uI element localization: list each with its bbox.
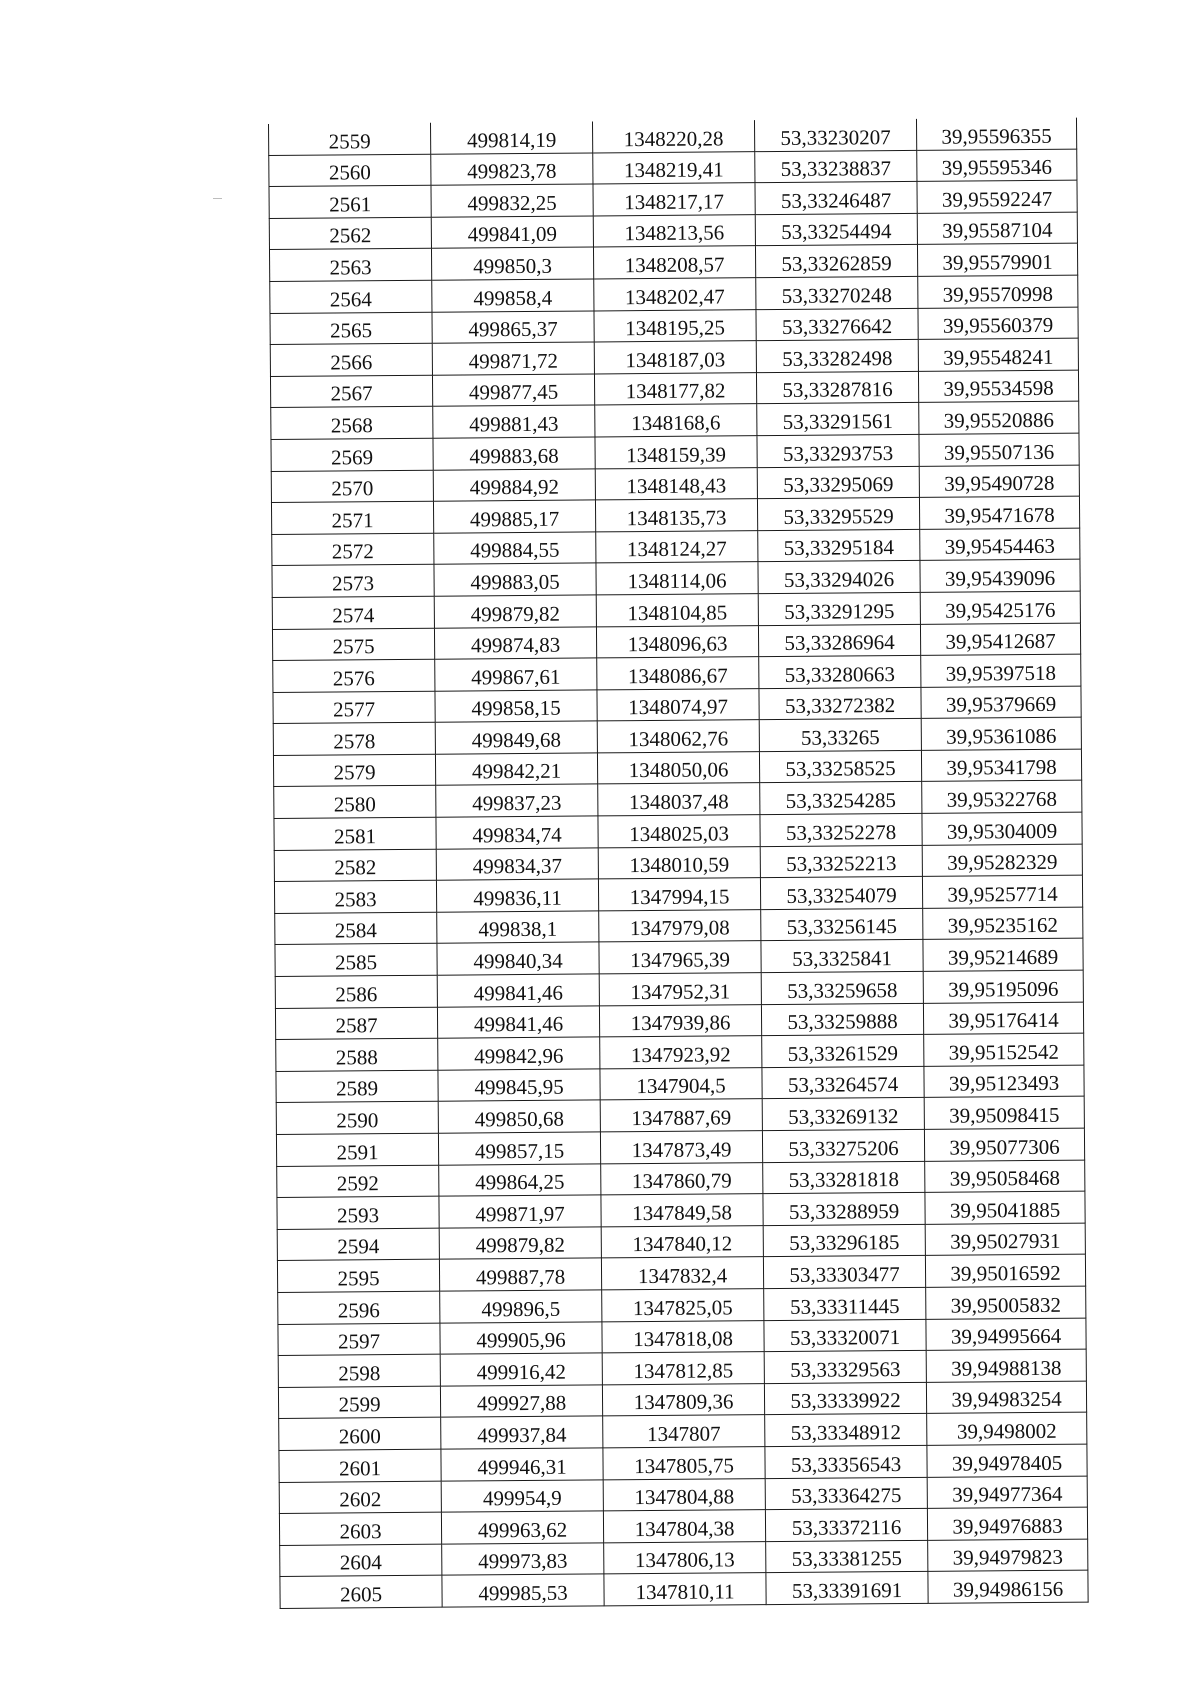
y-coordinate-cell: 1348074,97 bbox=[597, 688, 759, 721]
longitude-cell: 39,95412687 bbox=[920, 623, 1080, 656]
latitude-cell: 53,33265 bbox=[759, 719, 921, 752]
x-coordinate-cell: 499877,45 bbox=[432, 374, 594, 407]
latitude-cell: 53,33381255 bbox=[766, 1540, 928, 1573]
point-number-cell: 2569 bbox=[271, 438, 433, 471]
latitude-cell: 53,33348912 bbox=[765, 1414, 927, 1447]
point-number-cell: 2585 bbox=[275, 944, 437, 977]
y-coordinate-cell: 1348202,47 bbox=[594, 278, 756, 311]
latitude-cell: 53,33356543 bbox=[765, 1445, 927, 1478]
y-coordinate-cell: 1348148,43 bbox=[595, 467, 757, 500]
point-number-cell: 2586 bbox=[275, 975, 437, 1008]
longitude-cell: 39,9498002 bbox=[927, 1412, 1087, 1445]
point-number-cell: 2564 bbox=[270, 280, 432, 313]
x-coordinate-cell: 499832,25 bbox=[431, 184, 593, 217]
longitude-cell: 39,95534598 bbox=[918, 370, 1078, 403]
y-coordinate-cell: 1348217,17 bbox=[593, 183, 755, 216]
point-number-cell: 2589 bbox=[276, 1070, 438, 1103]
y-coordinate-cell: 1347807 bbox=[603, 1415, 765, 1448]
point-number-cell: 2600 bbox=[279, 1418, 441, 1451]
latitude-cell: 53,33258525 bbox=[759, 750, 921, 783]
x-coordinate-cell: 499842,21 bbox=[435, 753, 597, 786]
point-number-cell: 2592 bbox=[277, 1165, 439, 1198]
y-coordinate-cell: 1347812,85 bbox=[602, 1352, 764, 1385]
point-number-cell: 2573 bbox=[272, 565, 434, 598]
y-coordinate-cell: 1348187,03 bbox=[594, 341, 756, 374]
point-number-cell: 2603 bbox=[279, 1512, 441, 1545]
point-number-cell: 2601 bbox=[279, 1449, 441, 1482]
y-coordinate-cell: 1347804,88 bbox=[603, 1478, 765, 1511]
x-coordinate-cell: 499884,55 bbox=[434, 532, 596, 565]
y-coordinate-cell: 1347804,38 bbox=[603, 1510, 765, 1543]
x-coordinate-cell: 499841,46 bbox=[437, 1006, 599, 1039]
coordinates-table bbox=[268, 118, 1089, 1609]
longitude-cell: 39,95490728 bbox=[919, 465, 1079, 498]
longitude-cell: 39,95077306 bbox=[924, 1128, 1084, 1161]
latitude-cell: 53,33275206 bbox=[762, 1129, 924, 1162]
x-coordinate-cell: 499885,17 bbox=[433, 500, 595, 533]
y-coordinate-cell: 1347965,39 bbox=[599, 941, 761, 974]
x-coordinate-cell: 499954,9 bbox=[441, 1479, 603, 1512]
y-coordinate-cell: 1348195,25 bbox=[594, 309, 756, 342]
x-coordinate-cell: 499874,83 bbox=[434, 626, 596, 659]
y-coordinate-cell: 1348168,6 bbox=[595, 404, 757, 437]
latitude-cell: 53,33293753 bbox=[757, 434, 919, 467]
point-number-cell: 2595 bbox=[277, 1260, 439, 1293]
y-coordinate-cell: 1348096,63 bbox=[596, 625, 758, 658]
y-coordinate-cell: 1347994,15 bbox=[598, 878, 760, 911]
point-number-cell: 2584 bbox=[275, 912, 437, 945]
y-coordinate-cell: 1348208,57 bbox=[593, 246, 755, 279]
longitude-cell: 39,95520886 bbox=[919, 401, 1079, 434]
longitude-cell: 39,95341798 bbox=[921, 749, 1081, 782]
y-coordinate-cell: 1347979,08 bbox=[599, 909, 761, 942]
x-coordinate-cell: 499905,96 bbox=[440, 1321, 602, 1354]
point-number-cell: 2582 bbox=[274, 849, 436, 882]
y-coordinate-cell: 1347805,75 bbox=[603, 1447, 765, 1480]
latitude-cell: 53,33320071 bbox=[764, 1319, 926, 1352]
latitude-cell: 53,33303477 bbox=[763, 1256, 925, 1289]
latitude-cell: 53,33270248 bbox=[756, 276, 918, 309]
longitude-cell: 39,95425176 bbox=[920, 591, 1080, 624]
point-number-cell: 2574 bbox=[272, 596, 434, 629]
latitude-cell: 53,33269132 bbox=[762, 1098, 924, 1131]
longitude-cell: 39,95123493 bbox=[924, 1065, 1084, 1098]
longitude-cell: 39,95257714 bbox=[922, 875, 1082, 908]
longitude-cell: 39,95098415 bbox=[924, 1097, 1084, 1130]
x-coordinate-cell: 499841,46 bbox=[437, 974, 599, 1007]
latitude-cell: 53,33230207 bbox=[754, 119, 916, 151]
point-number-cell: 2583 bbox=[274, 880, 436, 913]
latitude-cell: 53,33259658 bbox=[761, 971, 923, 1004]
x-coordinate-cell: 499879,82 bbox=[439, 1227, 601, 1260]
longitude-cell: 39,95152542 bbox=[924, 1033, 1084, 1066]
y-coordinate-cell: 1348104,85 bbox=[596, 594, 758, 627]
latitude-cell: 53,33252278 bbox=[760, 813, 922, 846]
table-row bbox=[280, 1570, 1088, 1608]
y-coordinate-cell: 1347806,13 bbox=[604, 1541, 766, 1574]
point-number-cell: 2566 bbox=[270, 343, 432, 376]
x-coordinate-cell: 499973,83 bbox=[442, 1543, 604, 1576]
y-coordinate-cell: 1347860,79 bbox=[601, 1162, 763, 1195]
point-number-cell: 2602 bbox=[279, 1481, 441, 1514]
y-coordinate-cell: 1347825,05 bbox=[602, 1289, 764, 1322]
scan-artifact-mark bbox=[213, 198, 222, 199]
x-coordinate-cell: 499838,1 bbox=[437, 911, 599, 944]
longitude-cell: 39,95595346 bbox=[917, 149, 1077, 182]
point-number-cell: 2580 bbox=[274, 786, 436, 819]
y-coordinate-cell: 1347840,12 bbox=[601, 1225, 763, 1258]
y-coordinate-cell: 1347939,86 bbox=[599, 1004, 761, 1037]
x-coordinate-cell: 499883,05 bbox=[434, 563, 596, 596]
longitude-cell: 39,95587104 bbox=[917, 212, 1077, 245]
latitude-cell: 53,33256145 bbox=[761, 908, 923, 941]
y-coordinate-cell: 1348010,59 bbox=[598, 846, 760, 879]
longitude-cell: 39,94977364 bbox=[927, 1476, 1087, 1509]
point-number-cell: 2588 bbox=[276, 1038, 438, 1071]
longitude-cell: 39,95176414 bbox=[923, 1002, 1083, 1035]
y-coordinate-cell: 1348219,41 bbox=[593, 151, 755, 184]
latitude-cell: 53,33288959 bbox=[763, 1193, 925, 1226]
longitude-cell: 39,95016592 bbox=[925, 1254, 1085, 1287]
y-coordinate-cell: 1348213,56 bbox=[593, 214, 755, 247]
latitude-cell: 53,33286964 bbox=[758, 624, 920, 657]
latitude-cell: 53,33281818 bbox=[763, 1161, 925, 1194]
x-coordinate-cell: 499850,68 bbox=[438, 1100, 600, 1133]
x-coordinate-cell: 499858,4 bbox=[432, 279, 594, 312]
longitude-cell: 39,95570998 bbox=[918, 275, 1078, 308]
y-coordinate-cell: 1347887,69 bbox=[600, 1099, 762, 1132]
longitude-cell: 39,95027931 bbox=[925, 1223, 1085, 1256]
longitude-cell: 39,95560379 bbox=[918, 307, 1078, 340]
longitude-cell: 39,94988138 bbox=[926, 1349, 1086, 1382]
point-number-cell: 2575 bbox=[272, 628, 434, 661]
latitude-cell: 53,33276642 bbox=[756, 308, 918, 341]
x-coordinate-cell: 499916,42 bbox=[440, 1353, 602, 1386]
latitude-cell: 53,33295529 bbox=[757, 498, 919, 531]
y-coordinate-cell: 1348037,48 bbox=[598, 783, 760, 816]
latitude-cell: 53,33238837 bbox=[755, 150, 917, 183]
point-number-cell: 2579 bbox=[273, 754, 435, 787]
x-coordinate-cell: 499864,25 bbox=[439, 1164, 601, 1197]
latitude-cell: 53,33259888 bbox=[761, 1003, 923, 1036]
longitude-cell: 39,94986156 bbox=[928, 1570, 1088, 1603]
x-coordinate-cell: 499841,09 bbox=[431, 216, 593, 249]
point-number-cell: 2572 bbox=[272, 533, 434, 566]
point-number-cell: 2570 bbox=[271, 470, 433, 503]
y-coordinate-cell: 1348025,03 bbox=[598, 815, 760, 848]
x-coordinate-cell: 499823,78 bbox=[431, 153, 593, 186]
point-number-cell: 2590 bbox=[276, 1102, 438, 1135]
longitude-cell: 39,95282329 bbox=[922, 844, 1082, 877]
y-coordinate-cell: 1348159,39 bbox=[595, 436, 757, 469]
point-number-cell: 2577 bbox=[273, 691, 435, 724]
longitude-cell: 39,95579901 bbox=[917, 244, 1077, 277]
point-number-cell: 2594 bbox=[277, 1228, 439, 1261]
longitude-cell: 39,95596355 bbox=[916, 118, 1076, 150]
y-coordinate-cell: 1348062,76 bbox=[597, 720, 759, 753]
y-coordinate-cell: 1348086,67 bbox=[597, 657, 759, 690]
point-number-cell: 2563 bbox=[269, 249, 431, 282]
coordinates-table-body bbox=[268, 118, 1088, 1609]
point-number-cell: 2571 bbox=[271, 501, 433, 534]
longitude-cell: 39,95214689 bbox=[923, 939, 1083, 972]
y-coordinate-cell: 1347832,4 bbox=[601, 1257, 763, 1290]
longitude-cell: 39,95548241 bbox=[918, 338, 1078, 371]
longitude-cell: 39,94978405 bbox=[927, 1444, 1087, 1477]
latitude-cell: 53,33311445 bbox=[764, 1287, 926, 1320]
longitude-cell: 39,95454463 bbox=[920, 528, 1080, 561]
latitude-cell: 53,3325841 bbox=[761, 940, 923, 973]
longitude-cell: 39,95058468 bbox=[925, 1160, 1085, 1193]
x-coordinate-cell: 499881,43 bbox=[433, 405, 595, 438]
longitude-cell: 39,95195096 bbox=[923, 970, 1083, 1003]
longitude-cell: 39,95041885 bbox=[925, 1191, 1085, 1224]
longitude-cell: 39,94979823 bbox=[928, 1539, 1088, 1572]
latitude-cell: 53,33391691 bbox=[766, 1572, 928, 1605]
latitude-cell: 53,33296185 bbox=[763, 1224, 925, 1257]
latitude-cell: 53,33291295 bbox=[758, 592, 920, 625]
latitude-cell: 53,33252213 bbox=[760, 845, 922, 878]
latitude-cell: 53,33264574 bbox=[762, 1066, 924, 1099]
x-coordinate-cell: 499879,82 bbox=[434, 595, 596, 628]
y-coordinate-cell: 1347809,36 bbox=[602, 1383, 764, 1416]
longitude-cell: 39,95439096 bbox=[920, 559, 1080, 592]
x-coordinate-cell: 499887,78 bbox=[439, 1258, 601, 1291]
y-coordinate-cell: 1347810,11 bbox=[604, 1573, 766, 1606]
latitude-cell: 53,33254285 bbox=[760, 782, 922, 815]
point-number-cell: 2576 bbox=[273, 659, 435, 692]
longitude-cell: 39,95304009 bbox=[922, 812, 1082, 845]
x-coordinate-cell: 499871,72 bbox=[432, 342, 594, 375]
point-number-cell: 2604 bbox=[280, 1544, 442, 1577]
y-coordinate-cell: 1347818,08 bbox=[602, 1320, 764, 1353]
point-number-cell: 2597 bbox=[278, 1323, 440, 1356]
y-coordinate-cell: 1348114,06 bbox=[596, 562, 758, 595]
point-number-cell: 2567 bbox=[270, 375, 432, 408]
x-coordinate-cell: 499937,84 bbox=[441, 1416, 603, 1449]
longitude-cell: 39,95379669 bbox=[921, 686, 1081, 719]
x-coordinate-cell: 499857,15 bbox=[438, 1132, 600, 1165]
x-coordinate-cell: 499837,23 bbox=[436, 784, 598, 817]
point-number-cell: 2605 bbox=[280, 1575, 442, 1608]
latitude-cell: 53,33294026 bbox=[758, 561, 920, 594]
latitude-cell: 53,33287816 bbox=[756, 371, 918, 404]
y-coordinate-cell: 1348124,27 bbox=[596, 530, 758, 563]
y-coordinate-cell: 1347873,49 bbox=[600, 1131, 762, 1164]
y-coordinate-cell: 1348135,73 bbox=[595, 499, 757, 532]
x-coordinate-cell: 499865,37 bbox=[432, 311, 594, 344]
x-coordinate-cell: 499834,37 bbox=[436, 848, 598, 881]
point-number-cell: 2598 bbox=[278, 1354, 440, 1387]
point-number-cell: 2568 bbox=[271, 407, 433, 440]
latitude-cell: 53,33339922 bbox=[764, 1382, 926, 1415]
latitude-cell: 53,33291561 bbox=[757, 403, 919, 436]
x-coordinate-cell: 499871,97 bbox=[439, 1195, 601, 1228]
x-coordinate-cell: 499836,11 bbox=[436, 879, 598, 912]
point-number-cell: 2560 bbox=[269, 154, 431, 187]
latitude-cell: 53,33364275 bbox=[765, 1477, 927, 1510]
point-number-cell: 2562 bbox=[269, 217, 431, 250]
x-coordinate-cell: 499927,88 bbox=[440, 1385, 602, 1418]
latitude-cell: 53,33261529 bbox=[762, 1035, 924, 1068]
point-number-cell: 2561 bbox=[269, 185, 431, 218]
longitude-cell: 39,95592247 bbox=[917, 180, 1077, 213]
y-coordinate-cell: 1347923,92 bbox=[600, 1036, 762, 1069]
longitude-cell: 39,94995664 bbox=[926, 1318, 1086, 1351]
x-coordinate-cell: 499963,62 bbox=[441, 1511, 603, 1544]
latitude-cell: 53,33282498 bbox=[756, 340, 918, 373]
x-coordinate-cell: 499858,15 bbox=[435, 690, 597, 723]
latitude-cell: 53,33372116 bbox=[765, 1508, 927, 1541]
longitude-cell: 39,95397518 bbox=[921, 654, 1081, 687]
x-coordinate-cell: 499840,34 bbox=[437, 942, 599, 975]
y-coordinate-cell: 1347849,58 bbox=[601, 1194, 763, 1227]
latitude-cell: 53,33295069 bbox=[757, 466, 919, 499]
x-coordinate-cell: 499985,53 bbox=[442, 1574, 604, 1607]
latitude-cell: 53,33280663 bbox=[759, 655, 921, 688]
x-coordinate-cell: 499867,61 bbox=[435, 658, 597, 691]
point-number-cell: 2581 bbox=[274, 817, 436, 850]
y-coordinate-cell: 1348177,82 bbox=[594, 372, 756, 405]
point-number-cell: 2593 bbox=[277, 1196, 439, 1229]
point-number-cell: 2599 bbox=[278, 1386, 440, 1419]
longitude-cell: 39,95235162 bbox=[923, 907, 1083, 940]
longitude-cell: 39,95471678 bbox=[919, 496, 1079, 529]
point-number-cell: 2587 bbox=[275, 1007, 437, 1040]
longitude-cell: 39,95507136 bbox=[919, 433, 1079, 466]
x-coordinate-cell: 499814,19 bbox=[430, 121, 592, 153]
longitude-cell: 39,95322768 bbox=[922, 781, 1082, 814]
y-coordinate-cell: 1347952,31 bbox=[599, 973, 761, 1006]
x-coordinate-cell: 499884,92 bbox=[433, 468, 595, 501]
y-coordinate-cell: 1348050,06 bbox=[597, 752, 759, 785]
x-coordinate-cell: 499896,5 bbox=[440, 1290, 602, 1323]
latitude-cell: 53,33254079 bbox=[760, 877, 922, 910]
x-coordinate-cell: 499842,96 bbox=[438, 1037, 600, 1070]
latitude-cell: 53,33329563 bbox=[764, 1351, 926, 1384]
point-number-cell: 2565 bbox=[270, 312, 432, 345]
x-coordinate-cell: 499849,68 bbox=[435, 721, 597, 754]
x-coordinate-cell: 499883,68 bbox=[433, 437, 595, 470]
point-number-cell: 2559 bbox=[268, 123, 430, 155]
point-number-cell: 2578 bbox=[273, 722, 435, 755]
latitude-cell: 53,33272382 bbox=[759, 687, 921, 720]
latitude-cell: 53,33254494 bbox=[755, 213, 917, 246]
latitude-cell: 53,33262859 bbox=[755, 245, 917, 278]
latitude-cell: 53,33246487 bbox=[755, 182, 917, 215]
y-coordinate-cell: 1348220,28 bbox=[592, 120, 754, 152]
longitude-cell: 39,94976883 bbox=[927, 1507, 1087, 1540]
point-number-cell: 2596 bbox=[278, 1291, 440, 1324]
x-coordinate-cell: 499946,31 bbox=[441, 1448, 603, 1481]
y-coordinate-cell: 1347904,5 bbox=[600, 1067, 762, 1100]
longitude-cell: 39,95005832 bbox=[926, 1286, 1086, 1319]
longitude-cell: 39,94983254 bbox=[926, 1381, 1086, 1414]
latitude-cell: 53,33295184 bbox=[758, 529, 920, 562]
longitude-cell: 39,95361086 bbox=[921, 717, 1081, 750]
x-coordinate-cell: 499850,3 bbox=[431, 247, 593, 280]
x-coordinate-cell: 499845,95 bbox=[438, 1069, 600, 1102]
point-number-cell: 2591 bbox=[276, 1133, 438, 1166]
x-coordinate-cell: 499834,74 bbox=[436, 816, 598, 849]
